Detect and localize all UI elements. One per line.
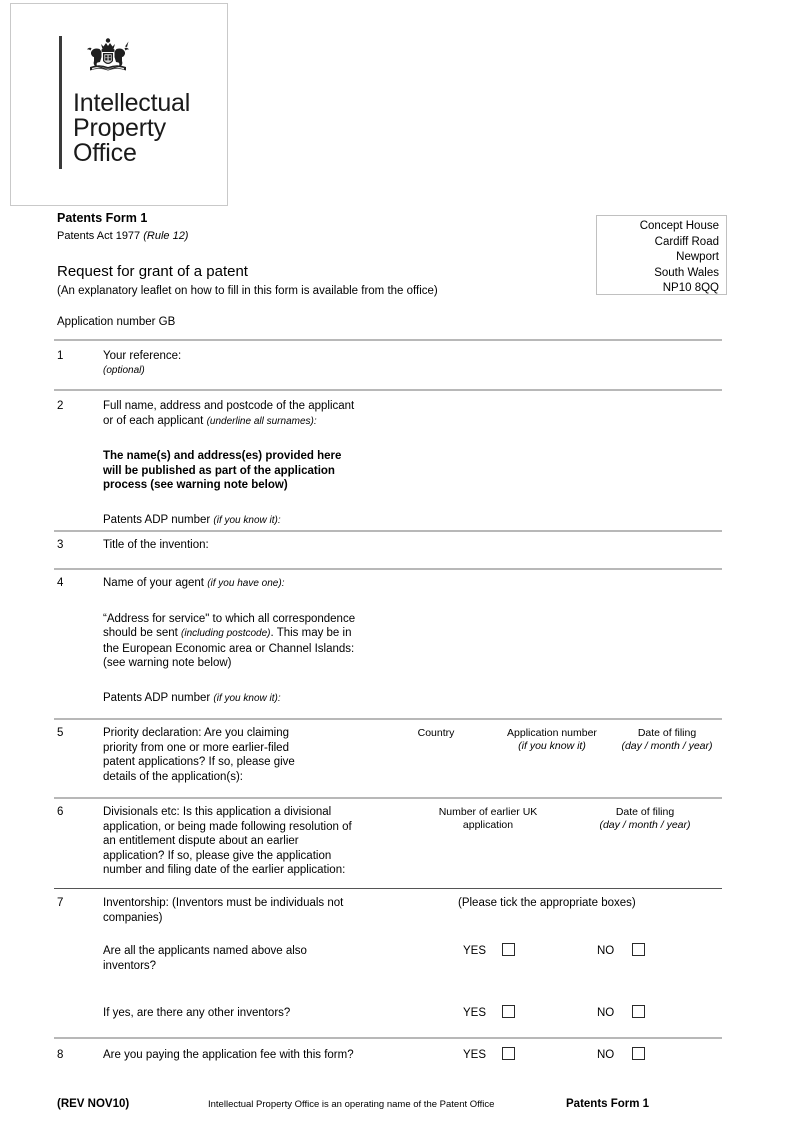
section-4-service-4: (see warning note below) <box>103 657 232 670</box>
section-4-service-2-note: (including postcode) <box>181 628 271 640</box>
logo-line-2: Property <box>73 114 166 142</box>
ipo-logo-box <box>10 3 228 206</box>
section-5-line-4: details of the application(s): <box>103 770 243 783</box>
section-8-label: Are you paying the application fee with this form? <box>103 1049 354 1061</box>
address-line-5: NP10 8QQ <box>662 282 719 295</box>
section-4-service-2-tail: . This may be in <box>270 627 352 640</box>
section-4-service-3: the European Economic area or Channel Islands: <box>103 642 355 655</box>
section-7-line-1: Inventorship: (Inventors must be individuals not <box>103 897 344 909</box>
section-7-q2-label: If yes, are there any other inventors? <box>103 1007 291 1019</box>
section-7-body <box>103 896 343 925</box>
section-2-body <box>103 399 354 529</box>
section-7-question-1 <box>103 944 307 973</box>
form-act-text: Patents Act 1977 <box>57 230 144 242</box>
section-4-adp-label: Patents ADP number <box>103 691 214 704</box>
section-4-adp-wrap <box>103 691 355 707</box>
section-8-body <box>103 1048 354 1063</box>
section-6-line-4: application? If so, please give the application <box>103 849 332 862</box>
section-1-label: Your reference: <box>103 350 182 362</box>
section-6-column-date-of-filing <box>586 806 704 832</box>
section-divider-3 <box>54 530 722 532</box>
section-5-col-date-label: Date of filing <box>637 727 697 739</box>
section-5-col-appnum-note: (if you know it) <box>518 740 586 752</box>
section-2-adp-label: Patents ADP number <box>103 513 214 526</box>
section-divider-4 <box>54 568 722 570</box>
section-2-line-1: Full name, address and postcode of the applicant <box>103 400 355 412</box>
office-address-box <box>596 215 727 295</box>
section-2-line-2: or of each applicant <box>103 414 207 427</box>
section-7-line-2: companies) <box>103 911 163 924</box>
section-8-no-checkbox[interactable] <box>632 1047 645 1060</box>
section-4-service-2-wrap <box>103 626 355 642</box>
section-1-number: 1 <box>57 350 64 362</box>
section-4-adp-note: (if you know it): <box>213 692 281 704</box>
section-8-no-label: NO <box>597 1049 615 1061</box>
section-7-question-2 <box>103 1006 290 1021</box>
section-2-warning-3: process (see warning note below) <box>103 479 288 492</box>
form-title: Patents Form 1 <box>57 211 148 225</box>
section-6-line-2: application, or being made following resolution of <box>103 820 352 833</box>
section-2-gap-b <box>103 493 354 513</box>
section-3-number: 3 <box>57 539 64 551</box>
address-line-3: Newport <box>676 251 719 264</box>
section-8-yes-label: YES <box>463 1049 487 1061</box>
section-7-q2-no-checkbox[interactable] <box>632 1005 645 1018</box>
royal-coat-of-arms-icon <box>73 36 190 85</box>
section-6-column-earlier-application <box>428 806 548 832</box>
section-5-line-3: patent applications? If so, please give <box>103 756 295 769</box>
logo-line-1: Intellectual <box>73 89 191 117</box>
section-6-col-date-label: Date of filing <box>615 806 675 818</box>
logo-line-3: Office <box>73 139 137 167</box>
logo-vertical-bar <box>59 36 62 169</box>
section-1-body <box>103 349 181 378</box>
address-line-4: South Wales <box>654 266 719 279</box>
section-7-q1-yes-checkbox[interactable] <box>502 943 515 956</box>
section-7-q2-yes-label: YES <box>463 1007 487 1019</box>
section-7-q1-yes-label: YES <box>463 945 487 957</box>
section-6-line-3: an entitlement dispute about an earlier <box>103 835 299 848</box>
section-8-yes-checkbox[interactable] <box>502 1047 515 1060</box>
section-5-column-application-number <box>492 727 612 753</box>
section-5-col-appnum-label: Application number <box>507 727 597 739</box>
office-address <box>640 219 719 295</box>
section-2-gap-a <box>103 429 354 449</box>
section-4-service-2: should be sent <box>103 627 182 640</box>
section-divider-8 <box>54 1037 722 1039</box>
section-2-warning-2: will be published as part of the application <box>103 464 335 477</box>
section-2-adp-wrap <box>103 513 354 529</box>
section-6-line-5: number and filing date of the earlier application: <box>103 864 346 877</box>
ipo-logo-wordmark <box>73 91 190 166</box>
section-divider-7-right <box>399 888 722 889</box>
ipo-logo <box>59 36 190 169</box>
section-6-body <box>103 805 352 878</box>
section-4-agent-note: (if you have one): <box>207 578 285 589</box>
section-7-q1-line-2: inventors? <box>103 959 157 972</box>
section-1-note: (optional) <box>103 364 145 376</box>
section-6-col-earlier-line-1: Number of earlier UK <box>438 806 538 818</box>
section-divider-7-left <box>54 888 399 889</box>
section-3-body <box>103 538 209 553</box>
section-5-column-date-of-filing <box>608 727 726 753</box>
page-subtitle: (An explanatory leaflet on how to fill in this form is available from the office) <box>57 285 438 297</box>
section-divider-2 <box>54 389 722 391</box>
section-divider-1 <box>54 339 722 341</box>
application-number-label: Application number GB <box>57 316 176 328</box>
section-4-agent-wrap <box>103 576 355 592</box>
section-6-number: 6 <box>57 806 64 818</box>
section-2-line-2-wrap <box>103 414 354 430</box>
section-5-column-country: Country <box>417 727 455 739</box>
section-4-gap-a <box>103 592 355 612</box>
section-7-tick-note: (Please tick the appropriate boxes) <box>458 897 636 909</box>
footer-disclaimer: Intellectual Property Office is an operating name of the Patent Office <box>208 1099 495 1110</box>
section-divider-5 <box>54 718 722 720</box>
section-5-number: 5 <box>57 727 64 739</box>
footer-revision: (REV NOV10) <box>57 1098 130 1110</box>
footer-form-name: Patents Form 1 <box>566 1098 650 1110</box>
section-7-q1-line-1: Are all the applicants named above also <box>103 945 307 957</box>
section-5-line-2: priority from one or more earlier-filed <box>103 741 289 754</box>
section-2-warning-1: The name(s) and address(es) provided here <box>103 450 342 463</box>
section-8-number: 8 <box>57 1049 64 1061</box>
section-7-number: 7 <box>57 897 64 909</box>
section-2-adp-note: (if you know it): <box>213 514 281 526</box>
section-4-number: 4 <box>57 577 64 589</box>
form-act-line <box>57 229 188 243</box>
section-7-q1-no-label: NO <box>597 945 615 957</box>
section-4-agent-label: Name of your agent <box>103 577 208 589</box>
page-title: Request for grant of a patent <box>57 263 248 280</box>
section-5-col-date-note: (day / month / year) <box>621 740 713 752</box>
section-6-col-earlier-line-2: application <box>462 819 514 831</box>
section-4-gap-b <box>103 671 355 691</box>
section-7-q1-no-checkbox[interactable] <box>632 943 645 956</box>
form-act-rule: (Rule 12) <box>143 230 189 242</box>
section-5-body <box>103 726 295 784</box>
section-2-line-2-note: (underline all surnames): <box>206 415 317 427</box>
section-5-line-1: Priority declaration: Are you claiming <box>103 727 289 739</box>
address-line-1: Concept House <box>639 220 719 232</box>
section-6-line-1: Divisionals etc: Is this application a divisional <box>103 806 332 818</box>
section-3-label: Title of the invention: <box>103 539 209 551</box>
section-4-service-1: “Address for service" to which all correspondence <box>103 612 356 625</box>
section-divider-6 <box>54 797 722 799</box>
address-line-2: Cardiff Road <box>654 235 719 248</box>
section-6-col-date-note: (day / month / year) <box>599 819 691 831</box>
section-7-q2-no-label: NO <box>597 1007 615 1019</box>
section-7-q2-yes-checkbox[interactable] <box>502 1005 515 1018</box>
section-4-body <box>103 576 355 707</box>
section-2-number: 2 <box>57 400 64 412</box>
